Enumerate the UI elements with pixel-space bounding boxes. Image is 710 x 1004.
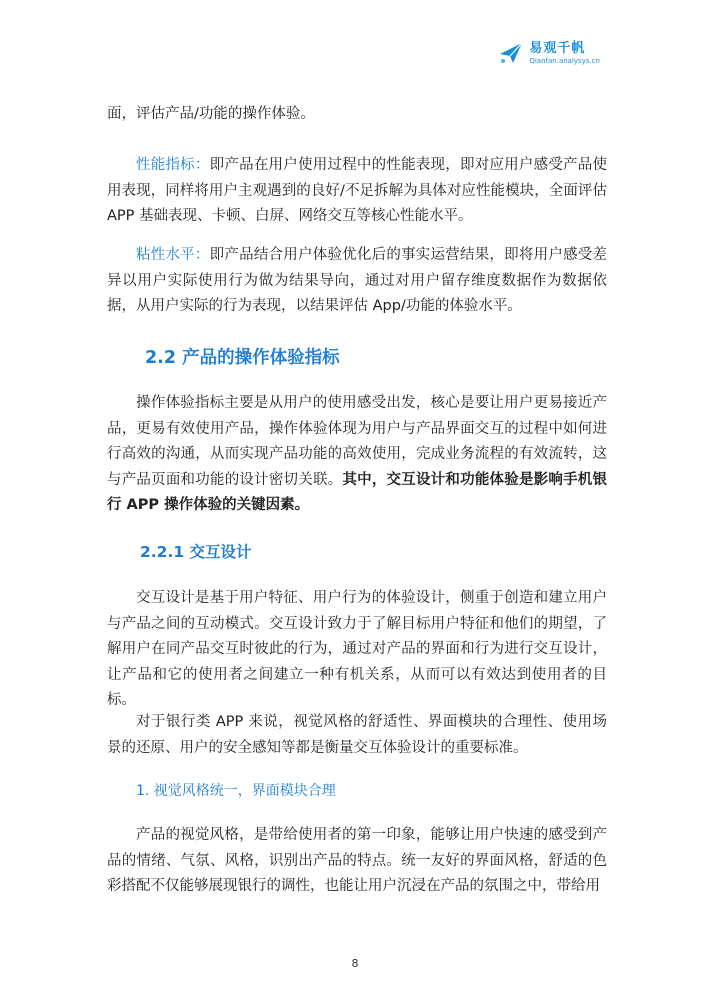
performance-label: 性能指标： <box>136 157 210 173</box>
paragraph-interaction-design: 交互设计是基于用户特征、用户行为的体验设计，侧重于创造和建立用户与产品之间的互动模式。交互设计致力于了解目标用户特征和他们的期望，了解用户在同产品交互时彼此的行为，通过对产品的界面和行为进行交互设计，让产品和它的使用者之间建立一种有机关系，从而可以有效达到使用者的目标。 <box>107 590 607 708</box>
paragraph-visual-style: 产品的视觉风格，是带给使用者的第一印象，能够让用户快速的感受到产品的情绪、气氛、风格，识别出产品的特点。统一友好的界面风格，舒适的色彩搭配不仅能够展现银行的调性，也能让用户沉浸在产品的氛围之中，带给用 <box>107 827 607 894</box>
paragraph-stickiness <box>107 243 607 320</box>
logo-name: 易观千帆 <box>529 40 586 56</box>
paper-plane-icon <box>498 40 524 66</box>
page-number: 8 <box>351 957 359 970</box>
paragraph-2-2-emphasis: 其中，交互设计和功能体验是影响手机银行 APP 操作体验的关键因素。 <box>107 471 608 513</box>
performance-text: 即产品在用户使用过程中的性能表现，即对应用户感受产品使用表现，同样将用户主观遇到的良好/不足拆解为具体对应性能模块，全面评估 APP 基础表现、卡顿、白屏、网络交互等核心性能水平。 <box>107 157 608 224</box>
stickiness-text: 即产品结合用户体验优化后的事实运营结果，即将用户感受差异以用户实际使用行为做为结果导向，通过对用户留存维度数据作为数据依据，从用户实际的行为表现，以结果评估 App/功能的体验水平。 <box>107 247 608 314</box>
paragraph-bank-app: 对于银行类 APP 来说，视觉风格的舒适性、界面模块的合理性、使用场景的还原、用户的安全感知等都是衡量交互体验设计的重要标准。 <box>107 714 607 756</box>
logo-domain: Qianfan.analysys.cn <box>529 56 600 65</box>
brand-logo <box>498 40 600 66</box>
section-heading-2-2-1: 2.2.1 交互设计 <box>140 543 252 561</box>
section-heading-2-2: 2.2 产品的操作体验指标 <box>145 348 340 368</box>
paragraph-2-2-text: 操作体验指标主要是从用户的使用感受出发，核心是要让用户更易接近产品，更易有效使用产品，操作体验体现为用户与产品界面交互的过程中如何进行高效的沟通，从而实现产品功能的高效使用，完成业务流程的有效流转，这与产品页面和功能的设计密切关联。 <box>107 395 607 488</box>
paragraph-2-2 <box>107 391 607 519</box>
paragraph-continuation: 面，评估产品/功能的操作体验。 <box>107 106 315 122</box>
paragraph-performance <box>107 153 607 230</box>
stickiness-label: 粘性水平： <box>136 247 210 263</box>
list-heading-1: 1. 视觉风格统一，界面模块合理 <box>136 783 336 799</box>
